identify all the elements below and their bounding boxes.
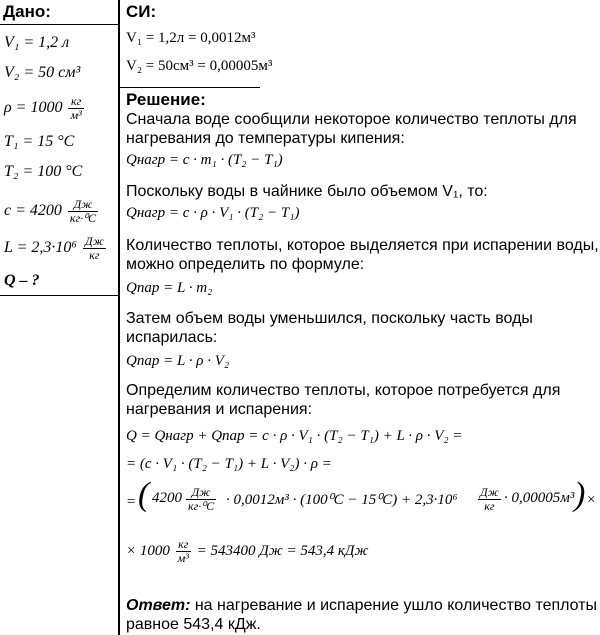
solution-p1: Сначала воде сообщили некоторое количество теплоты для: [126, 111, 577, 128]
formula-heating: Qнагр = c · m₁ · (T₂ − T₁): [126, 152, 283, 168]
formula-total-factored: = (c · V₁ · (T₂ − T₁) + L · V₂) · ρ =: [126, 456, 332, 472]
solution-p4: Затем объем воды уменьшился, поскольку часть воды: [126, 310, 533, 327]
solution-p5b: нагревания и испарения:: [126, 401, 313, 418]
solution-title: Решение:: [126, 90, 206, 109]
solution-p2: Поскольку воды в чайнике было объемом V₁, то:: [126, 183, 488, 200]
given-c: [4, 198, 100, 225]
solution-p3b: можно определить по формуле:: [126, 256, 365, 273]
formula-vapor: Qпар = L · m₂: [126, 280, 213, 296]
formula-result-value: = 543400 Дж = 543,4 кДж: [196, 542, 369, 559]
formula-result-prefix: × 1000: [126, 542, 170, 559]
answer-text: на нагревание и испарение ушло количество теплоты: [190, 597, 598, 614]
given-header-underline: [0, 24, 118, 25]
given-l-unit: $\frac{Дж}{кг}$: [84, 234, 104, 262]
answer-line-2: равное 543,4 кДж.: [126, 616, 261, 633]
given-l-value: L = 2,3·10⁶: [4, 239, 77, 257]
given-q: Q – ?: [4, 272, 40, 289]
given-l: [4, 235, 108, 262]
given-rho-unit: $\frac{кг}{\text{м³}}$: [70, 94, 82, 122]
given-c-value: c = 4200: [4, 202, 62, 220]
formula-result: [126, 538, 368, 565]
given-t1: T₁ = 15 °C: [4, 133, 75, 150]
answer-label: Ответ:: [126, 597, 191, 614]
given-bottom-line: [0, 295, 118, 296]
given-v1: V₁ = 1,2 л: [4, 34, 70, 51]
given-title: Дано:: [3, 2, 51, 21]
si-v1: V₁ = 1,2л = 0,0012м³: [126, 30, 256, 46]
formula-substitution: = ( 4200 Дж кг·⁰С · 0,0012м³ · (100⁰С − 15⁰С) + 2,3·10⁶ Дж кг · 0,00005м³ ) ×: [126, 476, 597, 513]
si-v2: V₂ = 50см³ = 0,00005м³: [126, 58, 273, 74]
solution-p5: Определим количество теплоты, которое потребуется для: [126, 382, 561, 399]
solution-p4b: испарилась:: [126, 329, 218, 346]
formula-heating-volume: Qнагр = c · ρ · V₁ · (T₂ − T₁): [126, 205, 300, 221]
given-rho: [4, 95, 86, 122]
solution-p1b: нагревания до температуры кипения:: [126, 130, 405, 147]
formula-vapor-volume: Qпар = L · ρ · V₂: [126, 353, 230, 369]
given-v2: V₂ = 50 см³: [4, 64, 81, 81]
answer-line: [126, 596, 597, 615]
si-title: СИ:: [126, 2, 157, 21]
given-c-unit: $\frac{Дж}{\text{кг·⁰С}}$: [69, 197, 97, 225]
given-t2: T₂ = 100 °C: [4, 163, 83, 180]
formula-total: Q = Qнагр + Qпар = c · ρ · V₁ · (T₂ − T₁) + L · ρ · V₂ =: [126, 428, 463, 444]
solution-p3: Количество теплоты, которое выделяется при испарении воды,: [126, 237, 599, 254]
column-divider: [118, 0, 120, 635]
formula-result-unit: $\frac{кг}{\text{м³}}$: [177, 537, 189, 565]
given-rho-value: ρ = 1000: [4, 99, 63, 117]
si-bottom-line: [120, 87, 260, 88]
